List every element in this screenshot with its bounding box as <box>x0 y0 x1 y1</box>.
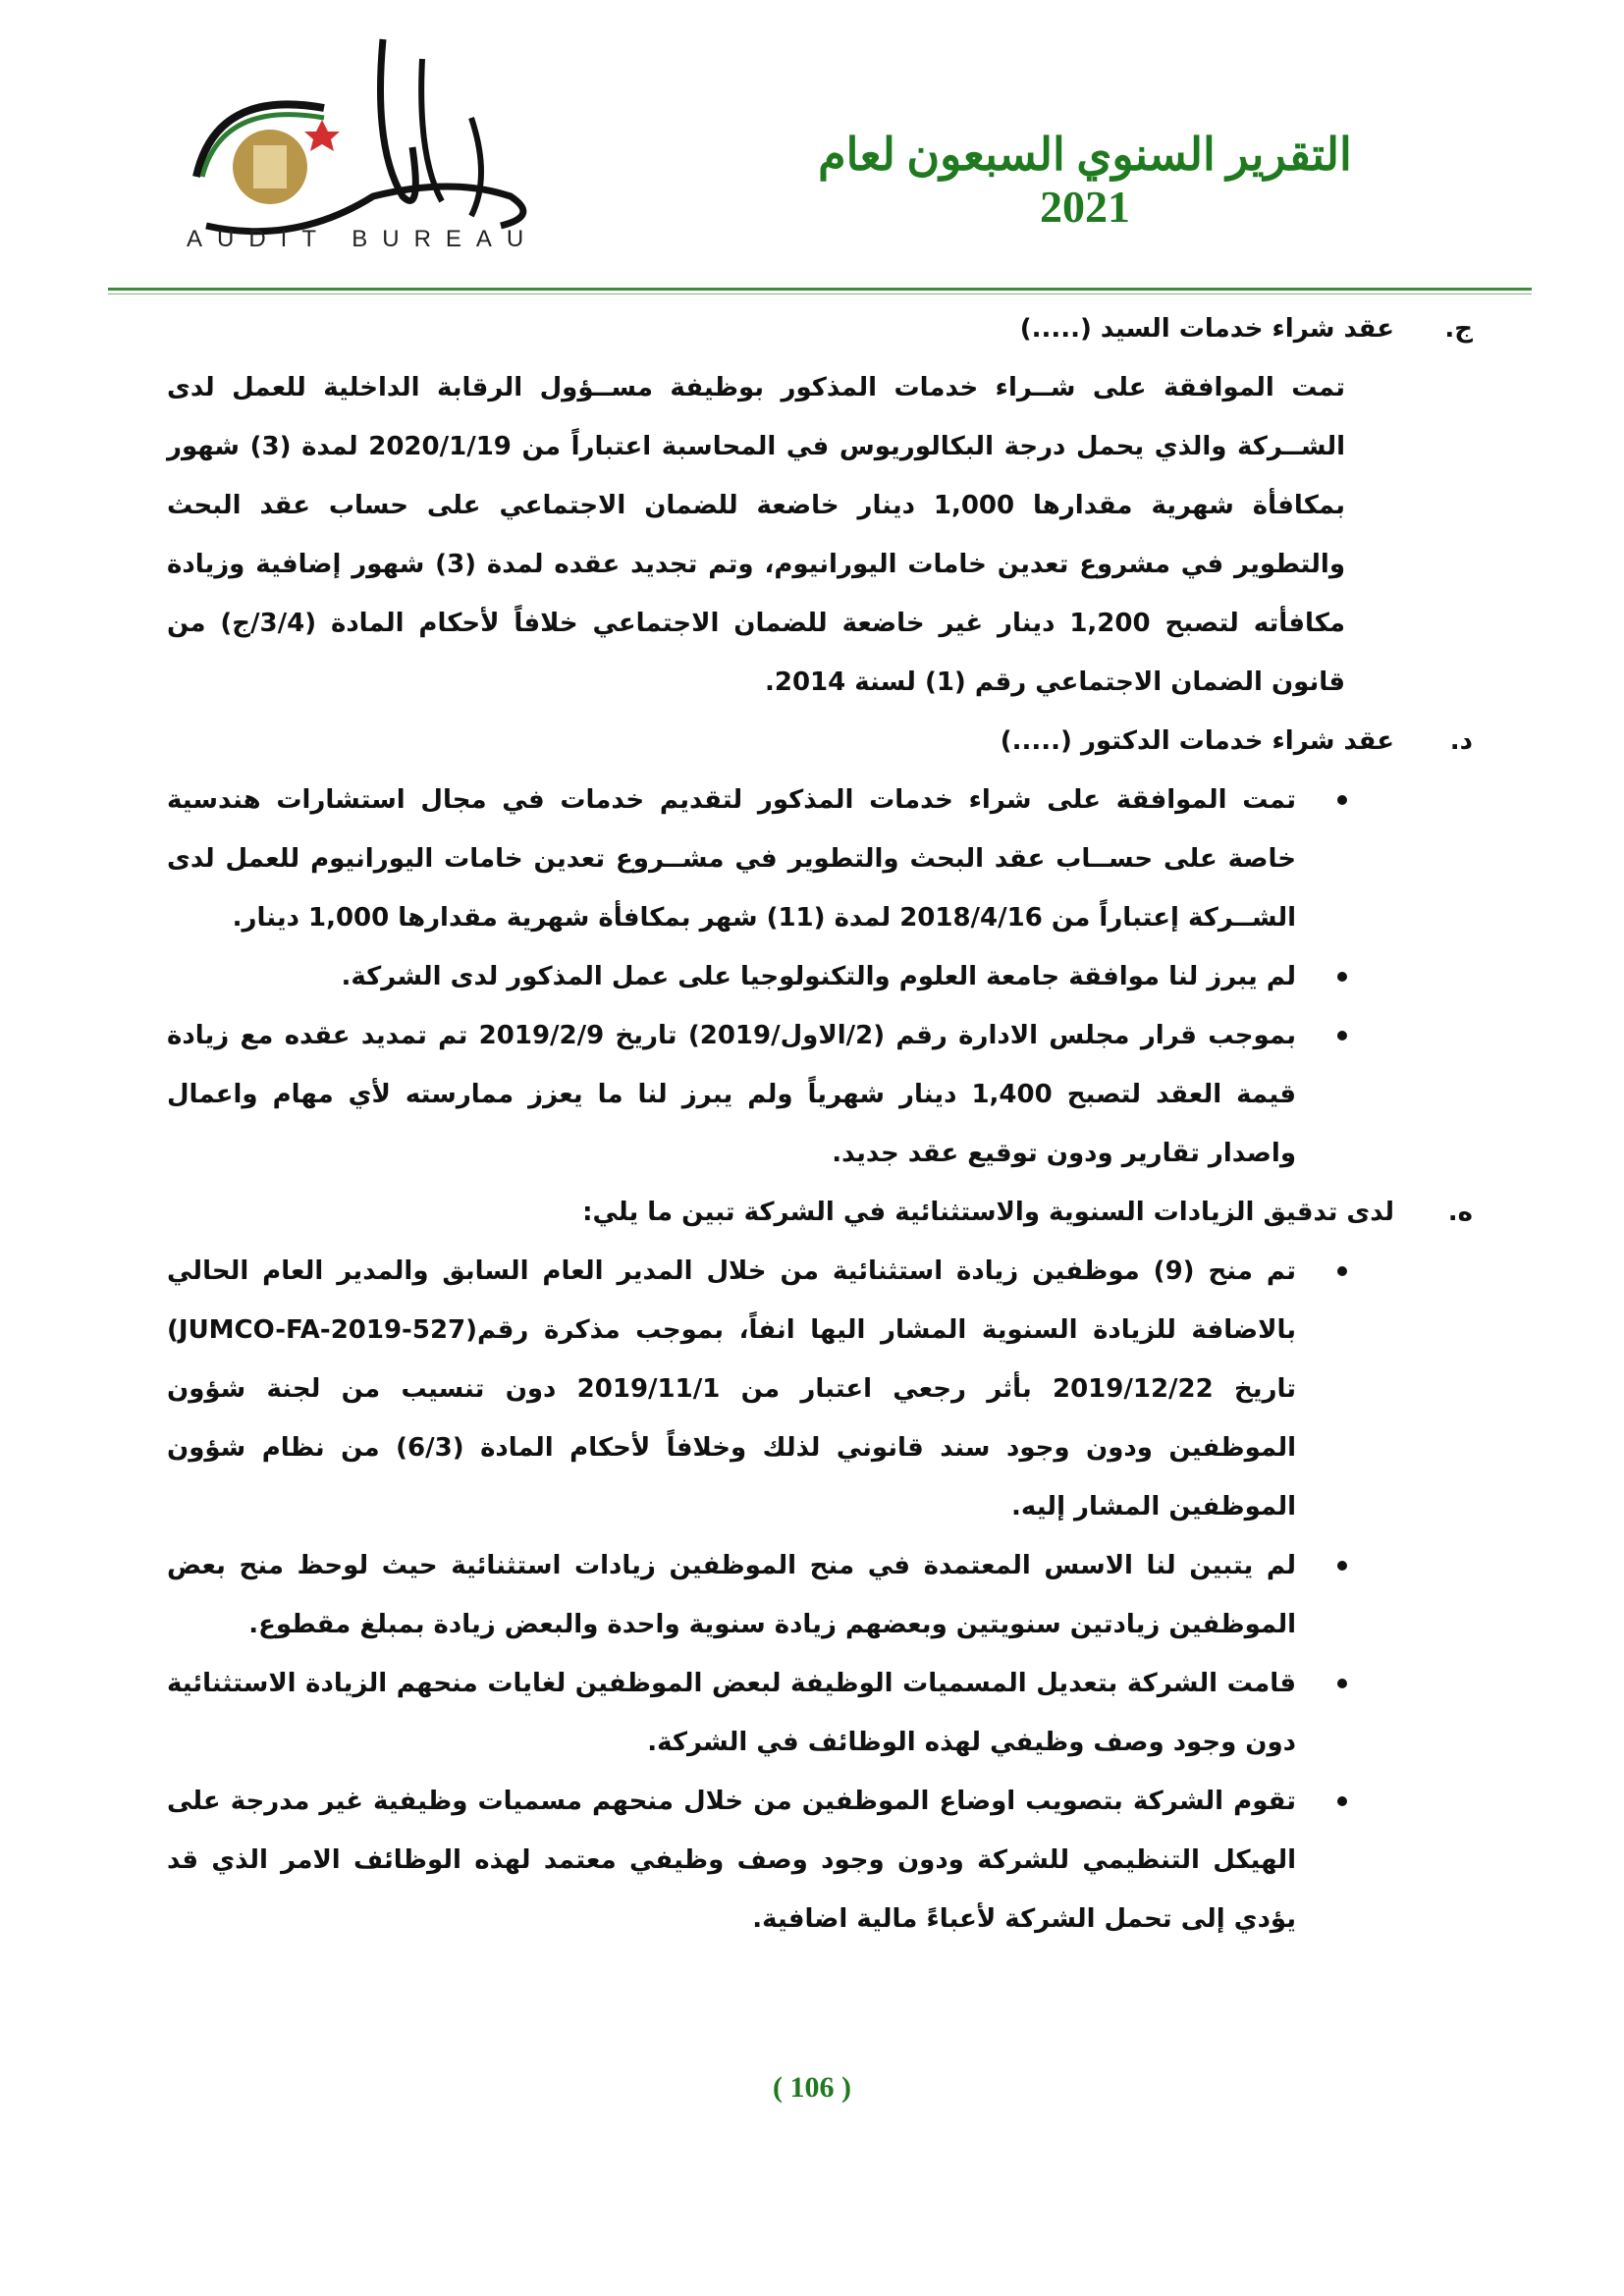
bullet-list <box>157 771 1473 1183</box>
list-item <box>157 1772 1473 1949</box>
section-heading <box>157 299 1473 358</box>
bullet-icon <box>1337 1561 1347 1571</box>
list-item-text: بموجب قرار مجلس الادارة رقم (2/الاول/2019) تاريخ 2019/2/9 تم تمديد عقده مع زيادة قيمة العقد لتصبح 1,400 دينار شهرياً ولم يبرز لنا ما يعزز ممارسته لأي مهام واعمال واصدار تقارير ودون توقيع عقد جديد. <box>167 1021 1296 1168</box>
list-item-text: لم يتبين لنا الاسس المعتمدة في منح الموظفين زيادات استثنائية حيث لوحظ منح بعض الموظفين زيادتين سنويتين وبعضهم زيادة سنوية واحدة والبعض زيادة بمبلغ مقطوع. <box>167 1551 1296 1639</box>
list-item <box>157 1242 1473 1536</box>
list-item-text: قامت الشركة بتعديل المسميات الوظيفة لبعض الموظفين لغايات منحهم الزيادة الاستثنائية دون وجود وصف وظيفي لهذه الوظائف في الشركة. <box>167 1669 1296 1757</box>
section-paragraph: تمت الموافقة على شــراء خدمات المذكور بوظيفة مســؤول الرقابة الداخلية للعمل لدى الشــركة والذي يحمل درجة البكالوريوس في المحاسبة اعتباراً من 2020/1/19 لمدة (3) شهور بمكافأة شهرية مقدارها 1,000 دينار خاضعة للضمان الاجتماعي على حساب عقد البحث والتطوير في مشروع تعدين خامات اليورانيوم، وتم تجديد عقده لمدة (3) شهور إضافية وزيادة مكافأته لتصبح 1,200 دينار غير خاضعة للضمان الاجتماعي خلافاً لأحكام المادة (3/4/ج) من قانون الضمان الاجتماعي رقم (1) لسنة 2014. <box>167 373 1346 697</box>
section-marker: ج. <box>1444 314 1473 344</box>
report-title: التقرير السنوي السبعون لعام 2021 <box>818 130 1352 232</box>
bullet-icon <box>1337 1266 1347 1276</box>
bullet-icon <box>1337 1679 1347 1688</box>
document-body <box>157 299 1473 1949</box>
bullet-list <box>157 1242 1473 1949</box>
header-divider <box>108 288 1532 291</box>
page-number: ( 106 ) <box>773 2071 851 2104</box>
list-item-text: تم منح (9) موظفين زيادة استثنائية من خلال المدير العام السابق والمدير العام الحالي بالاضافة للزيادة السنوية المشار اليها انفاً، بموجب مذكرة رقم(JUMCO-FA-2019-527) تاريخ 2019/12/22 بأثر رجعي اعتبار من 2019/11/1 دون تنسيب من لجنة شؤون الموظفين ودون وجود سند قانوني لذلك وخلافاً لأحكام المادة (6/3) من نظام شؤون الموظفين المشار إليه. <box>167 1256 1297 1522</box>
list-item-text: تمت الموافقة على شراء خدمات المذكور لتقديم خدمات في مجال استشارات هندسية خاصة على حســاب عقد البحث والتطوير في مشــروع تعدين خامات اليورانيوم للعمل لدى الشــركة إعتباراً من 2018/4/16 لمدة (11) شهر بمكافأة شهرية مقدارها 1,000 دينار. <box>167 785 1296 933</box>
bullet-icon <box>1337 1796 1347 1806</box>
bullet-icon <box>1337 1031 1347 1041</box>
list-item <box>157 771 1473 947</box>
section-title: عقد شراء خدمات السيد (.....) <box>1019 314 1394 344</box>
list-item-text: لم يبرز لنا موافقة جامعة العلوم والتكنولوجيا على عمل المذكور لدى الشركة. <box>341 962 1296 991</box>
section-marker: د. <box>1449 726 1473 756</box>
list-item <box>157 1536 1473 1654</box>
section-title: عقد شراء خدمات الدكتور (.....) <box>1000 726 1394 756</box>
section-heading <box>157 1183 1473 1242</box>
section-heading <box>157 712 1473 771</box>
section-marker: ه. <box>1447 1198 1473 1227</box>
logo-english-text: AUDIT BUREAU <box>187 226 539 252</box>
list-item-text: تقوم الشركة بتصويب اوضاع الموظفين من خلال منحهم مسميات وظيفية غير مدرجة على الهيكل التنظيمي للشركة ودون وجود وصف وظيفي معتمد لهذه الوظائف الامر الذي قد يؤدي إلى تحمل الشركة لأعباءً مالية اضافية. <box>167 1787 1296 1934</box>
list-item <box>157 1654 1473 1772</box>
list-item <box>157 1006 1473 1183</box>
bullet-icon <box>1337 972 1347 982</box>
section-title: لدى تدقيق الزيادات السنوية والاستثنائية في الشركة تبين ما يلي: <box>582 1198 1394 1227</box>
list-item <box>157 947 1473 1006</box>
bullet-icon <box>1337 795 1347 805</box>
